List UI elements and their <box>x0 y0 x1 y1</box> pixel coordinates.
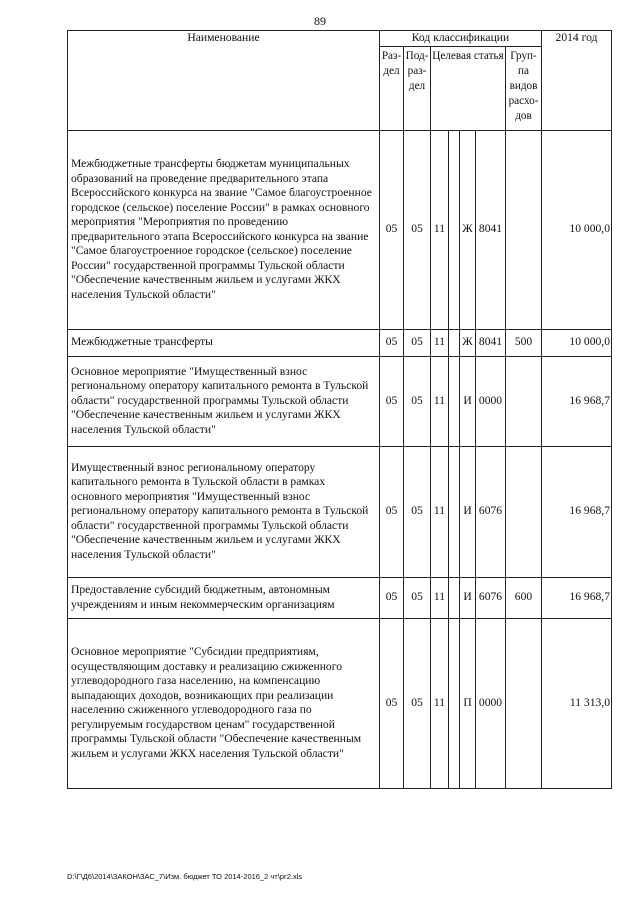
page-number: 89 <box>314 14 326 28</box>
cell-cs3: Ж <box>460 329 476 356</box>
cell-cs4: 8041 <box>476 329 506 356</box>
cell-cs2 <box>449 446 460 577</box>
cell-cs4: 6076 <box>476 446 506 577</box>
cell-name: Предоставление субсидий бюджетным, автономным учреждениям и иным некоммерческим организациям <box>68 577 380 618</box>
header-section: Раз- дел <box>380 46 404 130</box>
file-path-footer: D:\Г\Д6\2014\ЗАКОН\ЗАС_7\Изм. бюджет ТО 2014-2016_2 чт\рг2.xls <box>67 872 303 881</box>
table-row <box>68 356 612 446</box>
cell-pr: 05 <box>404 618 431 788</box>
cell-cs3: Ж <box>460 130 476 329</box>
budget-table <box>67 30 612 789</box>
cell-cs1: 11 <box>431 130 449 329</box>
cell-pr: 05 <box>404 577 431 618</box>
cell-cs3: И <box>460 446 476 577</box>
table-row <box>68 446 612 577</box>
cell-name: Межбюджетные трансферты бюджетам муниципальных образований на проведение предварительного этапа Всероссийского конкурса на звание "Самое благоустроенное городское (сельское) поселение России" в рамках основного мероприятия "Мероприятия по проведению предварительного этапа Всероссийского конкурса на звание "Самое благоустроенное городское (сельское) поселение России" государственной программы Тульской области "Обеспечение качественным жильем и услугами ЖКХ населения Тульской области" <box>68 130 380 329</box>
cell-vr <box>506 446 542 577</box>
header-expense-group: Груп- па видов расхо- дов <box>506 46 542 130</box>
cell-rz: 05 <box>380 446 404 577</box>
cell-cs1: 11 <box>431 356 449 446</box>
cell-cs2 <box>449 356 460 446</box>
cell-vr <box>506 618 542 788</box>
cell-rz: 05 <box>380 356 404 446</box>
cell-name: Межбюджетные трансферты <box>68 329 380 356</box>
cell-cs4: 8041 <box>476 130 506 329</box>
cell-cs4: 0000 <box>476 356 506 446</box>
header-classification: Код классификации <box>380 31 542 47</box>
cell-cs3: И <box>460 577 476 618</box>
cell-vr <box>506 356 542 446</box>
cell-pr: 05 <box>404 329 431 356</box>
cell-name: Имущественный взнос региональному оператору капитального ремонта в Тульской области в рамках основного мероприятия "Имущественный взнос региональному оператору капитального ремонта в Тульской области" государственной программы Тульской области "Обеспечение качественным жильем и услугами ЖКХ населения Тульской области" <box>68 446 380 577</box>
table-row <box>68 618 612 788</box>
cell-amount: 10 000,0 <box>542 329 612 356</box>
cell-pr: 05 <box>404 356 431 446</box>
cell-rz: 05 <box>380 618 404 788</box>
cell-vr: 500 <box>506 329 542 356</box>
cell-vr <box>506 130 542 329</box>
cell-name: Основное мероприятие "Субсидии предприятиям, осуществляющим доставку и реализацию сжиженного углеводородного газа населению, на компенсацию выпадающих доходов, возникающих при реализации населению сжиженного углеводородного газа по регулируемым государством ценам" государственной программы Тульской области "Обеспечение качественным жильем и услугами ЖКХ населения Тульской области" <box>68 618 380 788</box>
cell-cs1: 11 <box>431 446 449 577</box>
table-row <box>68 130 612 329</box>
cell-amount: 11 313,0 <box>542 618 612 788</box>
cell-cs2 <box>449 130 460 329</box>
cell-rz: 05 <box>380 577 404 618</box>
table-row <box>68 329 612 356</box>
cell-amount: 10 000,0 <box>542 130 612 329</box>
header-name: Наименование <box>68 31 380 131</box>
cell-cs2 <box>449 329 460 356</box>
cell-cs2 <box>449 577 460 618</box>
cell-cs4: 0000 <box>476 618 506 788</box>
cell-pr: 05 <box>404 446 431 577</box>
cell-cs1: 11 <box>431 618 449 788</box>
cell-pr: 05 <box>404 130 431 329</box>
cell-name: Основное мероприятие "Имущественный взнос региональному оператору капитального ремонта в Тульской области" государственной программы Тульской области "Обеспечение качественным жильем и услугами ЖКХ населения Тульской области" <box>68 356 380 446</box>
cell-cs1: 11 <box>431 577 449 618</box>
cell-amount: 16 968,7 <box>542 577 612 618</box>
cell-cs3: П <box>460 618 476 788</box>
cell-cs1: 11 <box>431 329 449 356</box>
cell-amount: 16 968,7 <box>542 356 612 446</box>
header-target-article: Целевая статья <box>431 46 506 130</box>
cell-cs4: 6076 <box>476 577 506 618</box>
cell-vr: 600 <box>506 577 542 618</box>
cell-cs3: И <box>460 356 476 446</box>
table-row <box>68 577 612 618</box>
header-subsection: Под- раз- дел <box>404 46 431 130</box>
cell-rz: 05 <box>380 329 404 356</box>
header-year: 2014 год <box>542 31 612 131</box>
cell-amount: 16 968,7 <box>542 446 612 577</box>
cell-cs2 <box>449 618 460 788</box>
cell-rz: 05 <box>380 130 404 329</box>
